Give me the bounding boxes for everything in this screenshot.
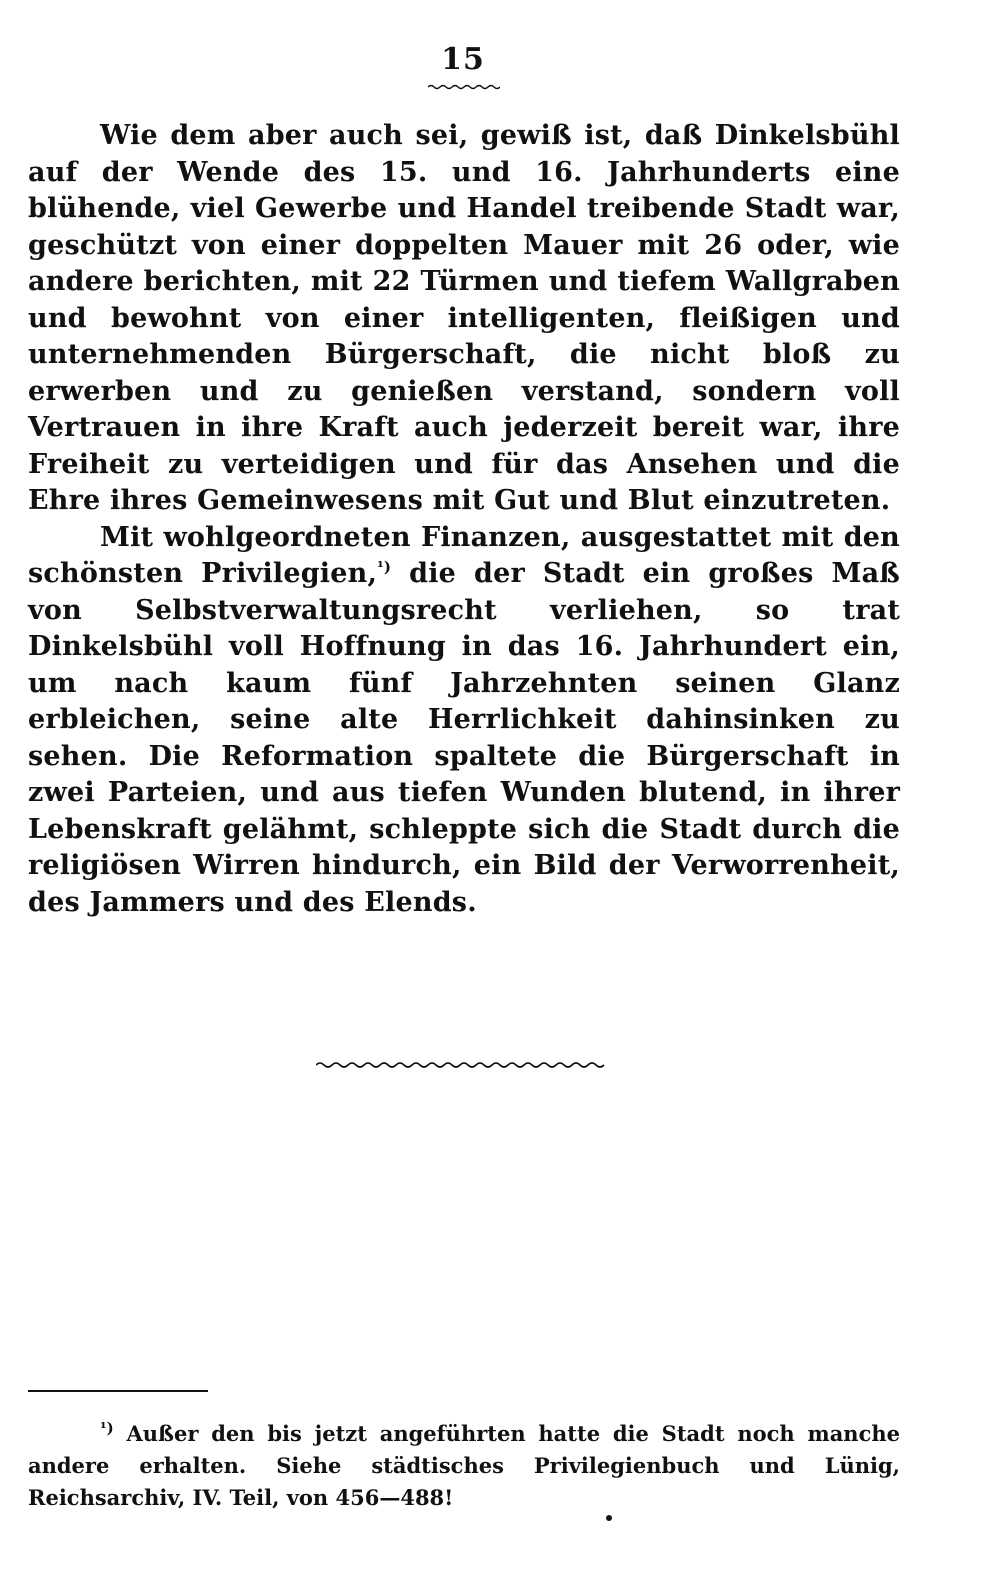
paragraph-2 [28,520,900,922]
paragraph-2-lead: Mit wohlgeordneten Finanzen, ausgestattet mit den schönsten Privilegien, [28,521,900,589]
section-separator-ornament [316,1060,608,1070]
paragraph-1: Wie dem aber auch sei, gewiß ist, daß Dinkelsbühl auf der Wende des 15. und 16. Jahrhunderts eine blühende, viel Gewerbe und Handel treibende Stadt war, geschützt von einer doppelten Mauer mit 26 oder, wie andere berichten, mit 22 Türmen und tiefem Wallgraben und bewohnt von einer intelligenten, fleißigen und unternehmenden Bürgerschaft, die nicht bloß zu erwerben und zu genießen verstand, sondern voll Vertrauen in ihre Kraft auch jederzeit bereit war, ihre Freiheit zu verteidigen und für das Ansehen und die Ehre ihres Gemeinwesens mit Gut und Blut einzutreten. [28,120,900,516]
footnote-rule [28,1390,208,1392]
footnote-text-line [28,1418,900,1514]
paragraph-2-rest: die der Stadt ein großes Maß von Selbstverwaltungsrecht verliehen, so trat Dinkelsbühl voll Hoffnung in das 16. Jahrhundert ein, um nach kaum fünf Jahrzehnten seinen Glanz erbleichen, seine alte Herrlichkeit dahinsinken zu sehen. Die Reformation spaltete die Bürgerschaft in zwei Parteien, und aus tiefen Wunden blutend, in ihrer Lebenskraft gelähmt, schleppte sich die Stadt durch die religiösen Wirren hindurch, ein Bild der Verworrenheit, des Jammers und des Elends. [28,558,900,918]
page-number-ornament [428,84,500,90]
stray-dot [606,1515,612,1521]
footnote-mark: ¹) [100,1419,114,1437]
main-text [28,118,900,921]
footnote-text: Außer den bis jetzt angeführten hatte die Stadt noch manche andere erhalten. Siehe städtisches Privilegienbuch und Lünig, Reichsarchiv, IV. Teil, von 456—488! [28,1421,900,1510]
footnote [28,1418,900,1514]
footnote-reference[interactable]: ¹) [377,558,392,576]
page-number: 15 [441,42,485,77]
